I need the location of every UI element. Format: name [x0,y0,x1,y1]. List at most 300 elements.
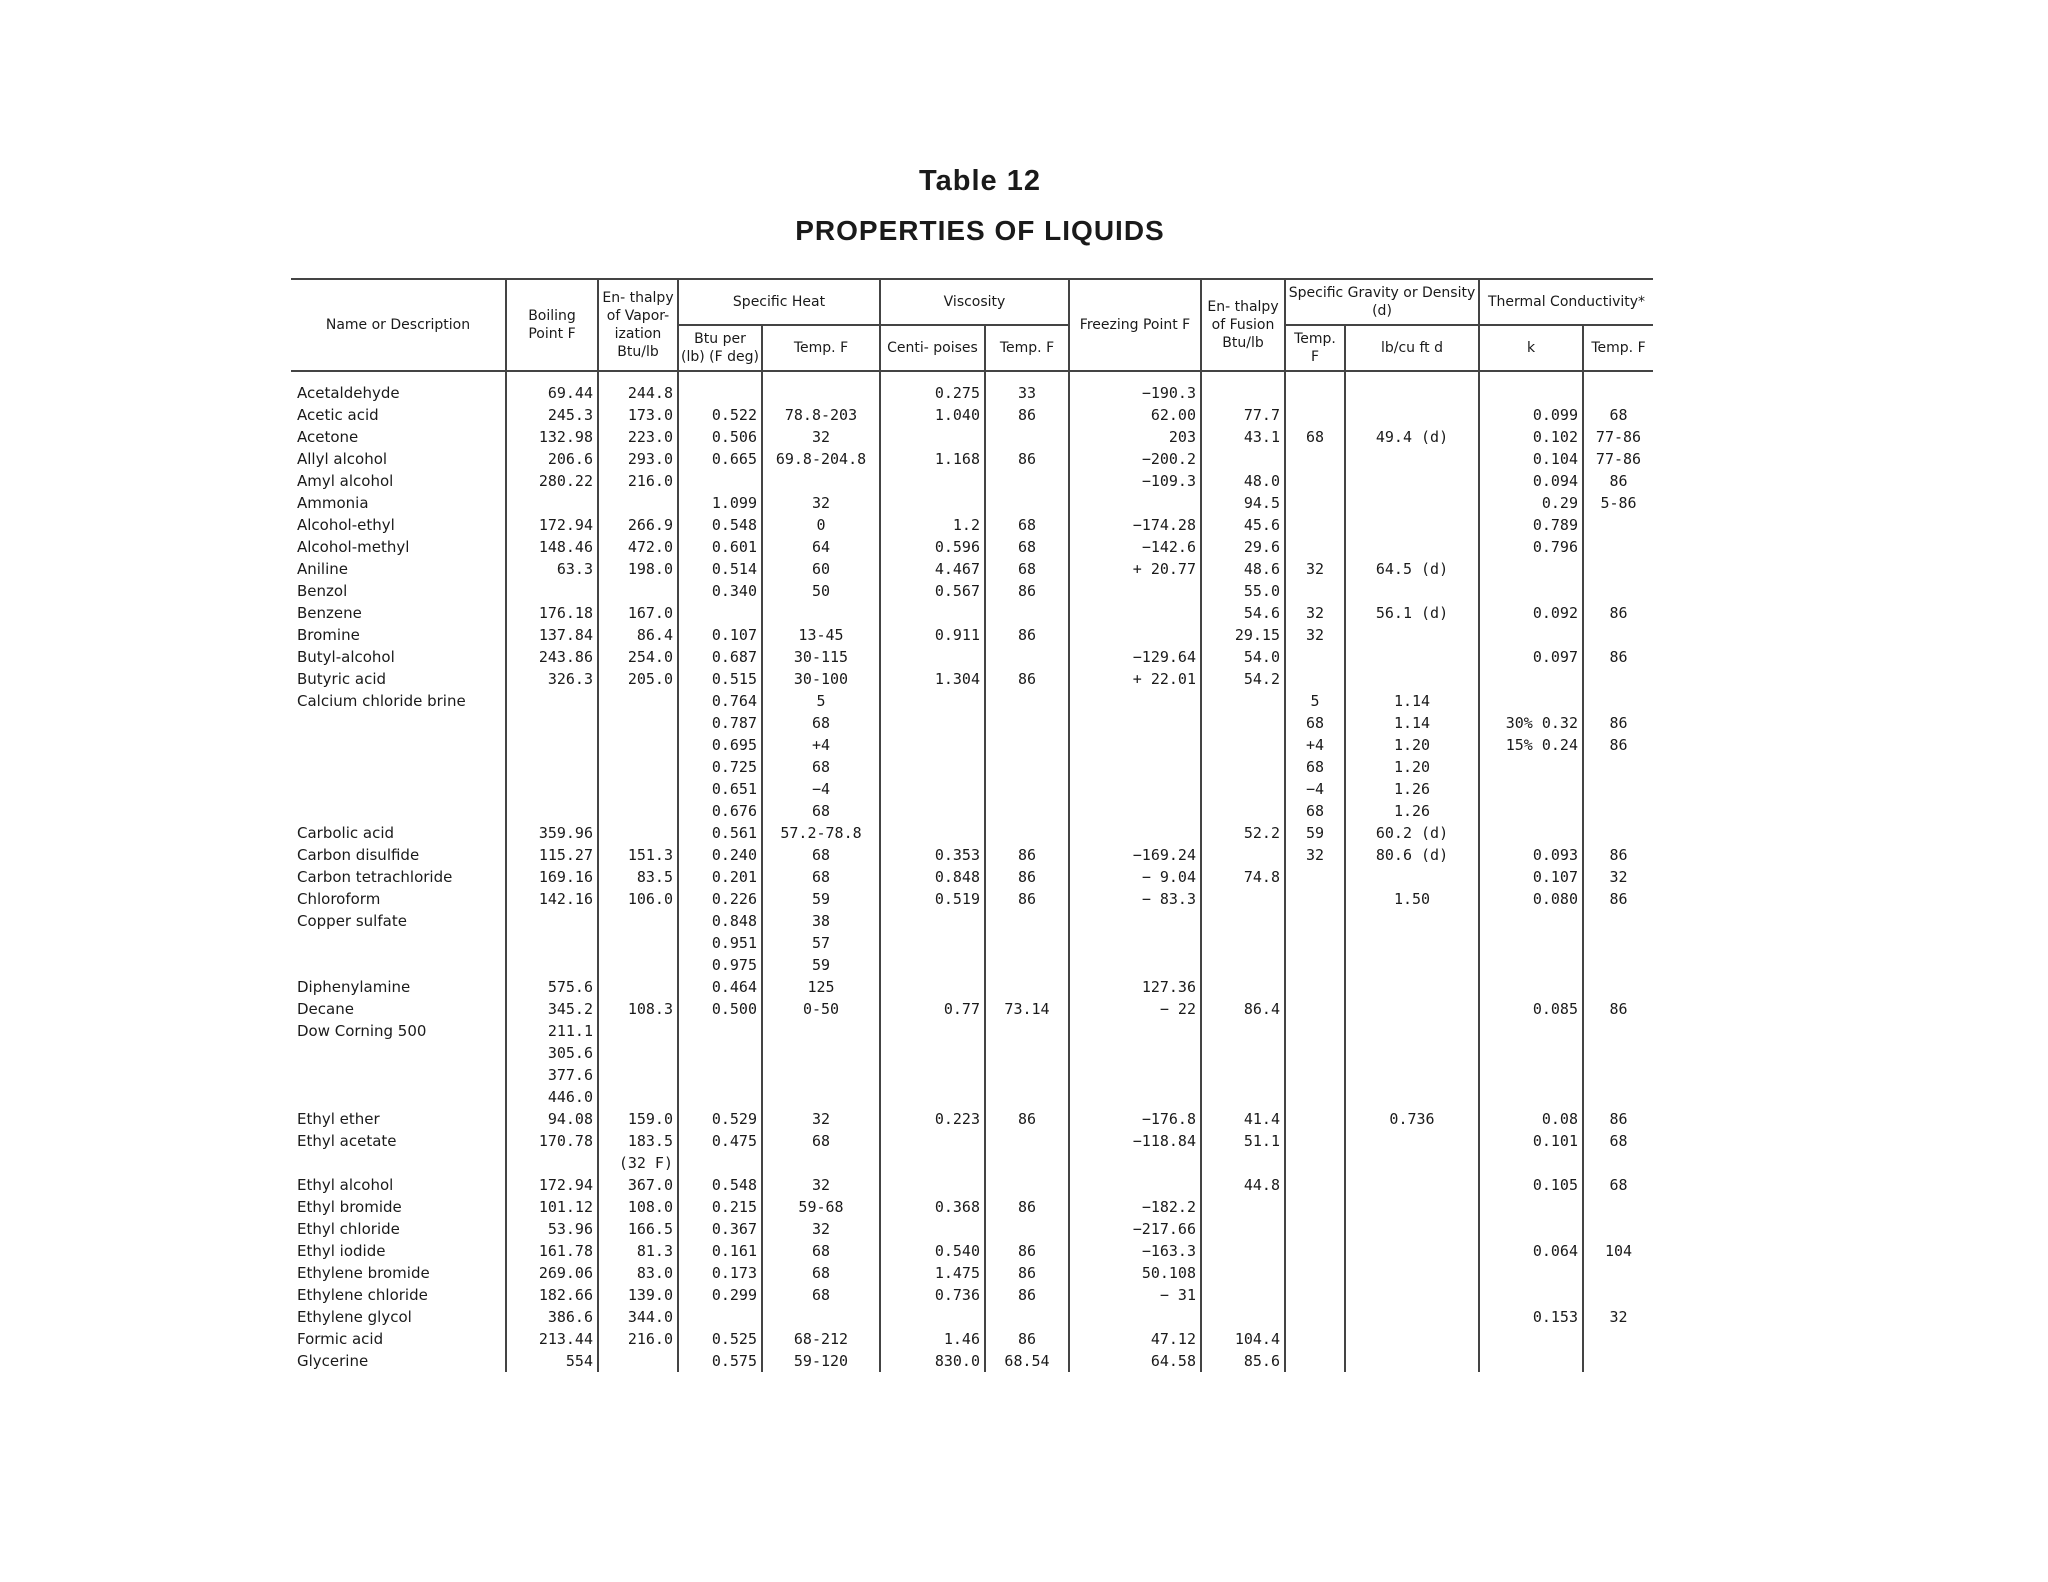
cell-specific-heat-temp: 13-45 [762,624,880,646]
cell-sg-temp [1285,888,1345,910]
cell-sg-temp [1285,1218,1345,1240]
cell-specific-heat-temp [762,602,880,624]
cell-enthalpy-fusion: 74.8 [1201,866,1285,888]
cell-viscosity-temp [985,756,1069,778]
cell-viscosity [880,1174,985,1196]
cell-viscosity: 0.519 [880,888,985,910]
cell-tc-k: 0.101 [1479,1130,1583,1152]
cell-name: Ethylene glycol [297,1308,412,1326]
cell-specific-heat [678,1152,762,1174]
cell-specific-heat: 0.975 [678,954,762,976]
cell-freezing-point [1069,734,1201,756]
cell-enthalpy-fusion [1201,712,1285,734]
cell-viscosity-temp [985,734,1069,756]
cell-enthalpy-vaporization: 244.8 [598,371,678,404]
cell-boiling-point: 446.0 [506,1086,598,1108]
cell-tc-temp [1583,1086,1653,1108]
cell-specific-heat: 0.529 [678,1108,762,1130]
cell-sg-value [1345,1306,1479,1328]
cell-freezing-point: 47.12 [1069,1328,1201,1350]
cell-specific-heat-temp: 64 [762,536,880,558]
header-freezing-point: Freezing Point F [1069,279,1201,371]
cell-enthalpy-fusion [1201,1020,1285,1042]
cell-freezing-point [1069,580,1201,602]
cell-name: Benzol [297,582,348,600]
cell-boiling-point [506,954,598,976]
cell-enthalpy-fusion: 55.0 [1201,580,1285,602]
cell-tc-temp [1583,1152,1653,1174]
cell-specific-heat-temp [762,1064,880,1086]
cell-tc-temp: 86 [1583,998,1653,1020]
cell-enthalpy-vaporization: 86.4 [598,624,678,646]
cell-boiling-point: 161.78 [506,1240,598,1262]
cell-freezing-point [1069,800,1201,822]
header-enthalpy-fusion: En- thalpy of Fusion Btu/lb [1201,279,1285,371]
cell-name: Calcium chloride brine [297,692,466,710]
cell-freezing-point [1069,778,1201,800]
cell-viscosity-temp: 68 [985,514,1069,536]
cell-name: Amyl alcohol [297,472,394,490]
cell-freezing-point [1069,1152,1201,1174]
cell-tc-temp: 32 [1583,866,1653,888]
header-thermal-conductivity: Thermal Conductivity* [1479,279,1653,325]
table-row [291,778,1653,800]
cell-tc-temp [1583,1218,1653,1240]
cell-enthalpy-fusion: 29.15 [1201,624,1285,646]
cell-specific-heat: 0.215 [678,1196,762,1218]
cell-viscosity: 0.540 [880,1240,985,1262]
cell-tc-k: 0.29 [1479,492,1583,514]
cell-specific-heat: 0.764 [678,690,762,712]
cell-specific-heat-temp: 0-50 [762,998,880,1020]
header-visc-temp: Temp. F [985,325,1069,371]
cell-tc-temp: 86 [1583,888,1653,910]
cell-sg-value [1345,371,1479,404]
cell-viscosity: 0.353 [880,844,985,866]
cell-sg-temp [1285,1108,1345,1130]
cell-viscosity [880,712,985,734]
cell-name [291,1064,506,1086]
cell-sg-value: 1.20 [1345,734,1479,756]
cell-boiling-point [506,778,598,800]
cell-enthalpy-vaporization: 198.0 [598,558,678,580]
cell-tc-temp [1583,624,1653,646]
cell-freezing-point: −163.3 [1069,1240,1201,1262]
cell-viscosity-temp: 68.54 [985,1350,1069,1372]
cell-specific-heat: 0.506 [678,426,762,448]
cell-viscosity-temp [985,1042,1069,1064]
cell-specific-heat: 0.173 [678,1262,762,1284]
cell-viscosity: 1.46 [880,1328,985,1350]
table-row [291,514,1653,536]
cell-name: Ethyl acetate [297,1132,397,1150]
cell-sg-value [1345,976,1479,998]
cell-viscosity-temp: 86 [985,404,1069,426]
cell-tc-k [1479,690,1583,712]
cell-enthalpy-vaporization: 216.0 [598,470,678,492]
cell-freezing-point [1069,1174,1201,1196]
cell-enthalpy-fusion: 52.2 [1201,822,1285,844]
cell-sg-value [1345,954,1479,976]
cell-specific-heat-temp: 78.8-203 [762,404,880,426]
cell-boiling-point: 359.96 [506,822,598,844]
cell-viscosity-temp: 86 [985,844,1069,866]
table-row [291,602,1653,624]
table-row [291,580,1653,602]
cell-freezing-point: −176.8 [1069,1108,1201,1130]
cell-name [291,734,506,756]
cell-specific-heat-temp: 59-120 [762,1350,880,1372]
cell-enthalpy-vaporization [598,1064,678,1086]
cell-viscosity [880,1042,985,1064]
cell-specific-heat-temp: 32 [762,492,880,514]
table-row [291,1350,1653,1372]
cell-boiling-point: 305.6 [506,1042,598,1064]
table-row [291,1108,1653,1130]
cell-name [291,1086,506,1108]
cell-viscosity: 0.77 [880,998,985,1020]
cell-specific-heat: 0.299 [678,1284,762,1306]
cell-name: Formic acid [297,1330,384,1348]
cell-sg-temp [1285,932,1345,954]
table-row [291,536,1653,558]
cell-specific-heat [678,371,762,404]
table-row [291,448,1653,470]
cell-boiling-point [506,910,598,932]
cell-enthalpy-vaporization [598,954,678,976]
cell-name: Bromine [297,626,360,644]
cell-freezing-point: − 83.3 [1069,888,1201,910]
cell-name: Carbon disulfide [297,846,420,864]
cell-sg-value [1345,1328,1479,1350]
cell-enthalpy-vaporization [598,734,678,756]
cell-specific-heat-temp: 59 [762,888,880,910]
cell-tc-temp: 86 [1583,844,1653,866]
cell-specific-heat-temp [762,470,880,492]
cell-specific-heat-temp: 68 [762,1284,880,1306]
cell-freezing-point [1069,492,1201,514]
cell-specific-heat-temp: 32 [762,426,880,448]
cell-enthalpy-vaporization: 166.5 [598,1218,678,1240]
cell-specific-heat-temp: 69.8-204.8 [762,448,880,470]
cell-enthalpy-vaporization [598,1086,678,1108]
cell-freezing-point: −174.28 [1069,514,1201,536]
cell-boiling-point: 69.44 [506,371,598,404]
cell-name [291,756,506,778]
cell-boiling-point [506,932,598,954]
cell-tc-temp [1583,1064,1653,1086]
cell-tc-k [1479,756,1583,778]
table-row [291,998,1653,1020]
cell-boiling-point: 280.22 [506,470,598,492]
cell-sg-temp: +4 [1285,734,1345,756]
cell-specific-heat [678,1306,762,1328]
cell-enthalpy-vaporization [598,690,678,712]
cell-freezing-point: 127.36 [1069,976,1201,998]
cell-boiling-point: 115.27 [506,844,598,866]
cell-enthalpy-vaporization: 159.0 [598,1108,678,1130]
cell-freezing-point: −182.2 [1069,1196,1201,1218]
cell-boiling-point: 132.98 [506,426,598,448]
cell-specific-heat-temp: +4 [762,734,880,756]
cell-freezing-point: 203 [1069,426,1201,448]
cell-boiling-point: 386.6 [506,1306,598,1328]
cell-boiling-point: 182.66 [506,1284,598,1306]
cell-tc-k [1479,954,1583,976]
cell-enthalpy-vaporization: 205.0 [598,668,678,690]
cell-sg-temp [1285,1152,1345,1174]
cell-name: Ammonia [297,494,369,512]
table-row [291,624,1653,646]
cell-boiling-point: 245.3 [506,404,598,426]
cell-enthalpy-vaporization [598,492,678,514]
cell-sg-temp [1285,1350,1345,1372]
cell-tc-temp: 86 [1583,712,1653,734]
cell-specific-heat: 0.725 [678,756,762,778]
table-row [291,822,1653,844]
cell-sg-temp: 32 [1285,558,1345,580]
cell-tc-temp: 77-86 [1583,426,1653,448]
cell-enthalpy-vaporization: 254.0 [598,646,678,668]
cell-specific-heat-temp: 5 [762,690,880,712]
cell-viscosity: 0.567 [880,580,985,602]
cell-viscosity: 1.2 [880,514,985,536]
cell-sg-temp [1285,448,1345,470]
cell-name: Ethyl alcohol [297,1176,394,1194]
cell-name: Alcohol-ethyl [297,516,395,534]
cell-enthalpy-fusion [1201,778,1285,800]
cell-tc-temp [1583,514,1653,536]
cell-boiling-point: 554 [506,1350,598,1372]
table-row [291,1218,1653,1240]
table-row [291,492,1653,514]
cell-tc-k: 0.105 [1479,1174,1583,1196]
cell-freezing-point: −217.66 [1069,1218,1201,1240]
table-row [291,1306,1653,1328]
cell-tc-temp [1583,756,1653,778]
cell-sg-value [1345,1152,1479,1174]
table-row [291,1262,1653,1284]
cell-freezing-point [1069,624,1201,646]
cell-boiling-point [506,712,598,734]
cell-tc-k: 0.107 [1479,866,1583,888]
cell-specific-heat [678,1064,762,1086]
table-number: Table 12 [919,165,1041,197]
cell-specific-heat-temp: 38 [762,910,880,932]
cell-specific-heat [678,470,762,492]
cell-tc-temp: 86 [1583,1108,1653,1130]
cell-viscosity [880,1152,985,1174]
cell-freezing-point [1069,1020,1201,1042]
cell-sg-value: 0.736 [1345,1108,1479,1130]
cell-name [291,1152,506,1174]
cell-tc-k [1479,1042,1583,1064]
cell-tc-k: 0.097 [1479,646,1583,668]
cell-specific-heat: 0.240 [678,844,762,866]
cell-enthalpy-vaporization: 139.0 [598,1284,678,1306]
cell-name: Decane [297,1000,354,1018]
cell-specific-heat: 0.951 [678,932,762,954]
cell-sg-temp: 32 [1285,624,1345,646]
cell-tc-temp: 86 [1583,646,1653,668]
table-row [291,932,1653,954]
cell-freezing-point [1069,1064,1201,1086]
cell-specific-heat [678,1086,762,1108]
cell-boiling-point: 170.78 [506,1130,598,1152]
table-row [291,1086,1653,1108]
cell-tc-temp [1583,580,1653,602]
cell-boiling-point [506,492,598,514]
cell-freezing-point: − 31 [1069,1284,1201,1306]
cell-viscosity [880,954,985,976]
cell-sg-value [1345,404,1479,426]
cell-tc-k: 0.153 [1479,1306,1583,1328]
cell-viscosity-temp: 86 [985,888,1069,910]
cell-name: Benzene [297,604,362,622]
table-row [291,844,1653,866]
cell-boiling-point: 101.12 [506,1196,598,1218]
cell-enthalpy-vaporization: 266.9 [598,514,678,536]
cell-viscosity-temp: 33 [985,371,1069,404]
cell-specific-heat: 0.575 [678,1350,762,1372]
cell-enthalpy-vaporization: 223.0 [598,426,678,448]
cell-tc-k: 0.102 [1479,426,1583,448]
cell-viscosity-temp [985,976,1069,998]
table-row [291,1064,1653,1086]
table-row [291,866,1653,888]
cell-viscosity-temp [985,1130,1069,1152]
cell-sg-temp [1285,646,1345,668]
cell-enthalpy-fusion [1201,371,1285,404]
table-row [291,910,1653,932]
cell-viscosity-temp [985,910,1069,932]
cell-freezing-point: −169.24 [1069,844,1201,866]
cell-sg-value [1345,448,1479,470]
cell-name: Acetaldehyde [297,384,400,402]
cell-enthalpy-fusion [1201,1196,1285,1218]
table-row [291,426,1653,448]
cell-sg-value: 80.6 (d) [1345,844,1479,866]
cell-specific-heat-temp: 32 [762,1218,880,1240]
cell-enthalpy-fusion [1201,1086,1285,1108]
cell-sg-temp [1285,536,1345,558]
cell-sg-value [1345,514,1479,536]
cell-enthalpy-vaporization: 472.0 [598,536,678,558]
cell-tc-temp [1583,1284,1653,1306]
cell-name: Ethyl ether [297,1110,380,1128]
cell-tc-temp [1583,1020,1653,1042]
cell-viscosity-temp [985,1218,1069,1240]
cell-sg-value [1345,1196,1479,1218]
cell-tc-k: 0.08 [1479,1108,1583,1130]
cell-sg-temp: 68 [1285,426,1345,448]
cell-enthalpy-fusion [1201,844,1285,866]
cell-boiling-point: 172.94 [506,1174,598,1196]
cell-tc-temp [1583,976,1653,998]
cell-tc-k: 0.064 [1479,1240,1583,1262]
cell-enthalpy-vaporization: 173.0 [598,404,678,426]
cell-name [291,712,506,734]
cell-sg-value [1345,624,1479,646]
cell-specific-heat-temp: 68 [762,844,880,866]
cell-specific-heat [678,1020,762,1042]
cell-enthalpy-fusion: 48.6 [1201,558,1285,580]
cell-enthalpy-fusion [1201,932,1285,954]
cell-enthalpy-fusion: 51.1 [1201,1130,1285,1152]
cell-specific-heat-temp: 32 [762,1174,880,1196]
cell-sg-temp [1285,1306,1345,1328]
cell-tc-temp: 86 [1583,602,1653,624]
cell-enthalpy-fusion: 94.5 [1201,492,1285,514]
cell-specific-heat-temp [762,1306,880,1328]
cell-tc-k [1479,778,1583,800]
cell-specific-heat-temp [762,1042,880,1064]
cell-enthalpy-vaporization: 108.3 [598,998,678,1020]
cell-sg-temp: 68 [1285,756,1345,778]
cell-viscosity-temp [985,822,1069,844]
cell-sg-temp [1285,1174,1345,1196]
cell-specific-heat: 0.687 [678,646,762,668]
cell-viscosity [880,822,985,844]
cell-tc-temp: 86 [1583,470,1653,492]
cell-tc-k [1479,800,1583,822]
cell-freezing-point: −200.2 [1069,448,1201,470]
table-row [291,404,1653,426]
table-row [291,558,1653,580]
cell-freezing-point [1069,1306,1201,1328]
cell-sg-temp [1285,976,1345,998]
table-row [291,1174,1653,1196]
cell-freezing-point: −118.84 [1069,1130,1201,1152]
cell-sg-value [1345,1262,1479,1284]
cell-boiling-point: 94.08 [506,1108,598,1130]
cell-freezing-point [1069,712,1201,734]
cell-viscosity [880,470,985,492]
cell-tc-k [1479,558,1583,580]
table-row [291,646,1653,668]
table-row [291,976,1653,998]
cell-freezing-point [1069,822,1201,844]
cell-name [291,932,506,954]
cell-specific-heat: 0.522 [678,404,762,426]
cell-viscosity-temp [985,426,1069,448]
cell-tc-k: 0.789 [1479,514,1583,536]
cell-enthalpy-fusion: 54.2 [1201,668,1285,690]
cell-enthalpy-vaporization [598,580,678,602]
cell-name: Acetone [297,428,359,446]
cell-freezing-point: 62.00 [1069,404,1201,426]
cell-freezing-point: + 20.77 [1069,558,1201,580]
cell-specific-heat-temp: 57 [762,932,880,954]
cell-viscosity [880,976,985,998]
cell-enthalpy-fusion [1201,954,1285,976]
cell-name: Aniline [297,560,349,578]
cell-enthalpy-fusion [1201,1218,1285,1240]
cell-viscosity: 0.736 [880,1284,985,1306]
table-row [291,954,1653,976]
cell-sg-value [1345,470,1479,492]
cell-viscosity [880,492,985,514]
cell-freezing-point: −142.6 [1069,536,1201,558]
cell-boiling-point: 172.94 [506,514,598,536]
cell-specific-heat-temp: 68 [762,756,880,778]
table-row [291,470,1653,492]
cell-tc-k [1479,1284,1583,1306]
cell-tc-k [1479,668,1583,690]
cell-name: Allyl alcohol [297,450,388,468]
cell-sg-value [1345,1174,1479,1196]
cell-boiling-point: 213.44 [506,1328,598,1350]
